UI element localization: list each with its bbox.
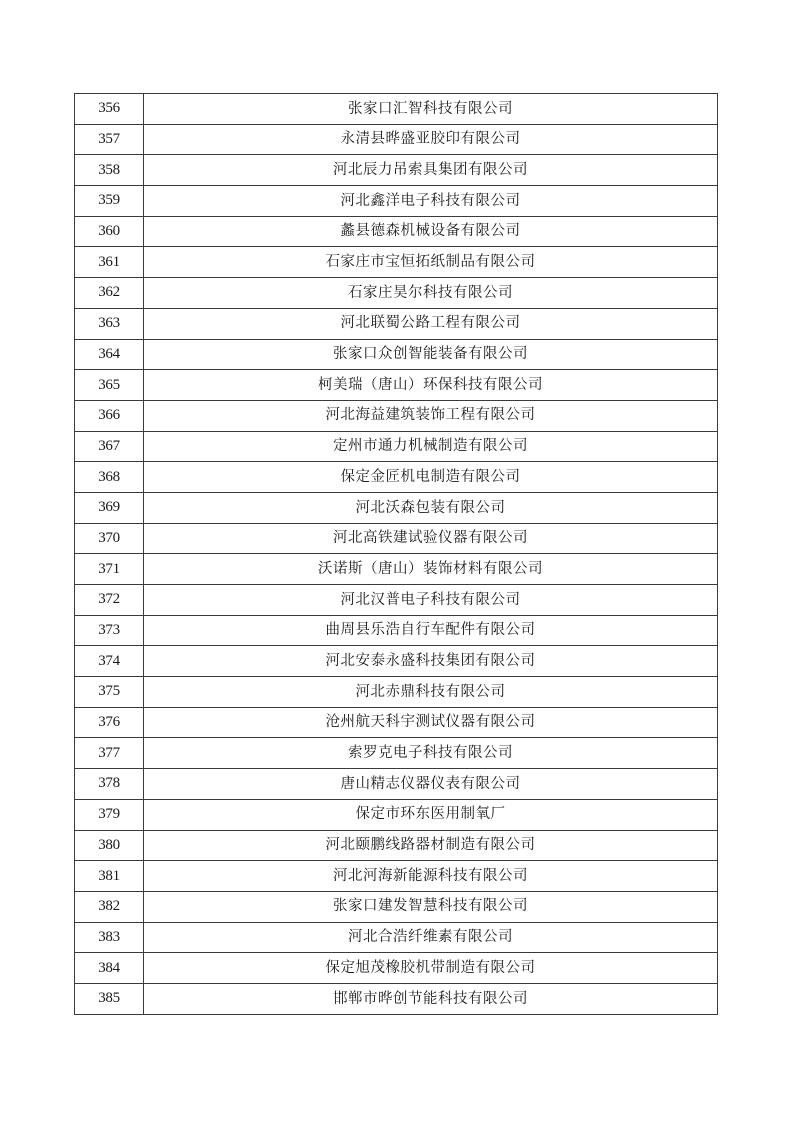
company-name: 张家口建发智慧科技有限公司: [144, 891, 718, 922]
table-row: [75, 278, 718, 309]
row-number: 365: [75, 370, 144, 401]
company-name: 河北联蜀公路工程有限公司: [144, 308, 718, 339]
row-number: 366: [75, 400, 144, 431]
table-row: [75, 983, 718, 1014]
table-row: [75, 922, 718, 953]
row-number: 382: [75, 891, 144, 922]
row-number: 384: [75, 953, 144, 984]
company-name: 河北辰力吊索具集团有限公司: [144, 155, 718, 186]
row-number: 380: [75, 830, 144, 861]
company-name: 蠡县德森机械设备有限公司: [144, 216, 718, 247]
table-row: [75, 953, 718, 984]
table-row: [75, 308, 718, 339]
table-row: [75, 615, 718, 646]
table-row: [75, 94, 718, 125]
company-name: 曲周县乐浩自行车配件有限公司: [144, 615, 718, 646]
row-number: 361: [75, 247, 144, 278]
row-number: 375: [75, 677, 144, 708]
row-number: 368: [75, 462, 144, 493]
row-number: 358: [75, 155, 144, 186]
table-row: [75, 646, 718, 677]
table-row: [75, 124, 718, 155]
company-name: 索罗克电子科技有限公司: [144, 738, 718, 769]
row-number: 367: [75, 431, 144, 462]
company-name: 保定市环东医用制氧厂: [144, 799, 718, 830]
row-number: 374: [75, 646, 144, 677]
company-name: 河北赤鼎科技有限公司: [144, 677, 718, 708]
company-name: 张家口众创智能装备有限公司: [144, 339, 718, 370]
row-number: 379: [75, 799, 144, 830]
company-name: 河北安泰永盛科技集团有限公司: [144, 646, 718, 677]
company-list-table: [74, 93, 718, 1015]
table-row: [75, 861, 718, 892]
company-name: 石家庄昊尔科技有限公司: [144, 278, 718, 309]
table-row: [75, 216, 718, 247]
row-number: 364: [75, 339, 144, 370]
table-row: [75, 400, 718, 431]
row-number: 385: [75, 983, 144, 1014]
company-name: 沧州航天科宇测试仪器有限公司: [144, 707, 718, 738]
table-body: [75, 94, 718, 1015]
row-number: 383: [75, 922, 144, 953]
table-row: [75, 186, 718, 217]
table-row: [75, 677, 718, 708]
row-number: 362: [75, 278, 144, 309]
table-row: [75, 707, 718, 738]
row-number: 357: [75, 124, 144, 155]
row-number: 359: [75, 186, 144, 217]
table-row: [75, 431, 718, 462]
table-row: [75, 799, 718, 830]
company-name: 河北合浩纤维素有限公司: [144, 922, 718, 953]
table-row: [75, 370, 718, 401]
company-name: 河北海益建筑装饰工程有限公司: [144, 400, 718, 431]
company-name: 保定旭茂橡胶机带制造有限公司: [144, 953, 718, 984]
company-name: 永清县晔盛亚胶印有限公司: [144, 124, 718, 155]
table-row: [75, 830, 718, 861]
table-row: [75, 891, 718, 922]
company-name: 河北汉普电子科技有限公司: [144, 585, 718, 616]
row-number: 360: [75, 216, 144, 247]
company-name: 河北河海新能源科技有限公司: [144, 861, 718, 892]
company-name: 河北颐鹏线路器材制造有限公司: [144, 830, 718, 861]
company-name: 定州市通力机械制造有限公司: [144, 431, 718, 462]
table-row: [75, 247, 718, 278]
row-number: 370: [75, 523, 144, 554]
company-name: 邯郸市晔创节能科技有限公司: [144, 983, 718, 1014]
company-name: 石家庄市宝恒拓纸制品有限公司: [144, 247, 718, 278]
table-row: [75, 554, 718, 585]
row-number: 371: [75, 554, 144, 585]
company-name: 唐山精志仪器仪表有限公司: [144, 769, 718, 800]
table-row: [75, 339, 718, 370]
table-row: [75, 523, 718, 554]
table-row: [75, 492, 718, 523]
row-number: 373: [75, 615, 144, 646]
row-number: 376: [75, 707, 144, 738]
table-row: [75, 769, 718, 800]
row-number: 378: [75, 769, 144, 800]
company-name: 柯美瑞（唐山）环保科技有限公司: [144, 370, 718, 401]
company-name: 河北鑫洋电子科技有限公司: [144, 186, 718, 217]
row-number: 381: [75, 861, 144, 892]
company-name: 河北沃森包装有限公司: [144, 492, 718, 523]
company-name: 沃诺斯（唐山）装饰材料有限公司: [144, 554, 718, 585]
row-number: 369: [75, 492, 144, 523]
row-number: 377: [75, 738, 144, 769]
row-number: 356: [75, 94, 144, 125]
table-row: [75, 585, 718, 616]
company-name: 河北高铁建试验仪器有限公司: [144, 523, 718, 554]
table-row: [75, 462, 718, 493]
table-row: [75, 155, 718, 186]
table-row: [75, 738, 718, 769]
company-name: 保定金匠机电制造有限公司: [144, 462, 718, 493]
row-number: 363: [75, 308, 144, 339]
row-number: 372: [75, 585, 144, 616]
company-name: 张家口汇智科技有限公司: [144, 94, 718, 125]
